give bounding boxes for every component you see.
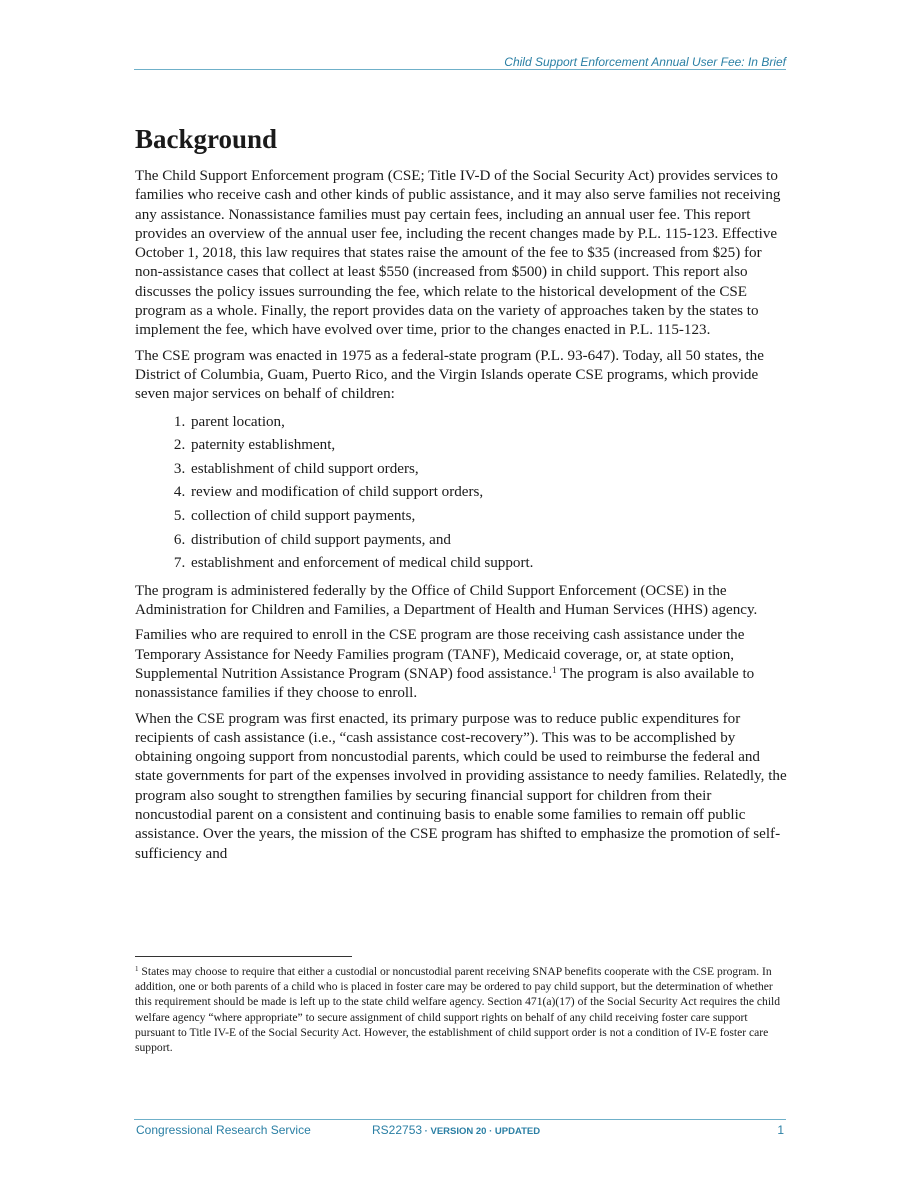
section-heading: Background	[135, 124, 278, 154]
list-item: 2. paternity establishment,	[189, 434, 787, 458]
running-header-title: Child Support Enforcement Annual User Fee: In Brief	[504, 55, 786, 69]
list-item: 6. distribution of child support payments, and	[189, 529, 787, 553]
footer-rule	[134, 1119, 786, 1120]
ocse-paragraph: The program is administered federally by the Office of Child Support Enforcement (OCSE) in the Administration for Children and Families, a Department of Health and Human Services (HHS) agency.	[135, 582, 758, 619]
program-paragraph: The CSE program was enacted in 1975 as a federal-state program (P.L. 93-647). Today, all 50 states, the District of Columbia, Guam, Puerto Rico, and the Virgin Islands operate CSE programs, which provide seven major services on behalf of children:	[135, 347, 764, 403]
list-item: 5. collection of child support payments,	[189, 505, 787, 529]
footnote	[135, 964, 787, 1055]
footnote-reference[interactable]: 1	[552, 664, 557, 675]
services-list	[135, 411, 787, 576]
footer-report-id	[372, 1123, 540, 1137]
list-item: 1. parent location,	[189, 411, 787, 435]
list-item: 7. establishment and enforcement of medical child support.	[189, 552, 787, 576]
list-item: 4. review and modification of child support orders,	[189, 481, 787, 505]
families-text-tail: The program is also available to nonassistance families if they choose to enroll.	[135, 665, 755, 702]
header-rule	[134, 69, 786, 70]
version-label: · VERSION 20 · UPDATED	[422, 1126, 541, 1137]
page-footer	[134, 1123, 786, 1137]
history-paragraph: When the CSE program was first enacted, its primary purpose was to reduce public expenditures for recipients of cash assistance (i.e., “cash assistance cost-recovery”). This was to be accomplished by obtaining ongoing support from noncustodial parents, which could be used to reimburse the federal and state governments for part of the expenses involved in providing assistance to needy families. Relatedly, the program also sought to strengthen families by securing financial support for children from their noncustodial parent on a consistent and continuing basis to enable some families to remain off public assistance. Over the years, the mission of the CSE program has shifted to emphasize the promotion of self-sufficiency and	[135, 710, 787, 862]
list-item: 3. establishment of child support orders,	[189, 458, 787, 482]
families-paragraph	[135, 626, 787, 703]
footnote-rule	[135, 956, 352, 957]
body-text	[135, 167, 787, 870]
footnote-text: States may choose to require that either a custodial or noncustodial parent receiving SNAP benefits cooperate with the CSE program. In addition, one or both parents of a child who is placed in foster care may be ordered to pay child support, but the determination of whether this requirement should be made is left up to the state child welfare agency. Section 471(a)(17) of the Social Security Act requires the child welfare agency “where appropriate” to secure assignment of child support rights on behalf of any child receiving foster care support pursuant to Title IV-E of the Social Security Act. However, the establishment of child support order is not a condition of IV-E foster care support.	[135, 965, 781, 1055]
footer-organization: Congressional Research Service	[136, 1123, 311, 1137]
report-number: RS22753	[372, 1123, 423, 1137]
footnote-number: 1	[135, 965, 139, 973]
families-text: Families who are required to enroll in the CSE program are those receiving cash assistance under the Temporary Assistance for Needy Families program (TANF), Medicaid coverage, or, at state option, Supplemental Nutrition Assistance Program (SNAP) food assistance.	[135, 627, 745, 682]
intro-paragraph: The Child Support Enforcement program (CSE; Title IV-D of the Social Security Act) provides services to families who receive cash and other kinds of public assistance, and it may also serve families not receiving any assistance. Nonassistance families must pay certain fees, including an annual user fee. This report provides an overview of the annual user fee, including the recent changes made by P.L. 115-123. Effective October 1, 2018, this law requires that states raise the amount of the fee to $35 (increased from $25) for non-assistance cases that collect at least $550 (increased from $500) in child support. This report also discusses the policy issues surrounding the fee, which relate to the historical development of the CSE program as a whole. Finally, the report provides data on the variety of approaches taken by the states to implement the fee, which have evolved over time, prior to the changes enacted in P.L. 115-123.	[135, 168, 781, 339]
page-number: 1	[777, 1123, 784, 1137]
